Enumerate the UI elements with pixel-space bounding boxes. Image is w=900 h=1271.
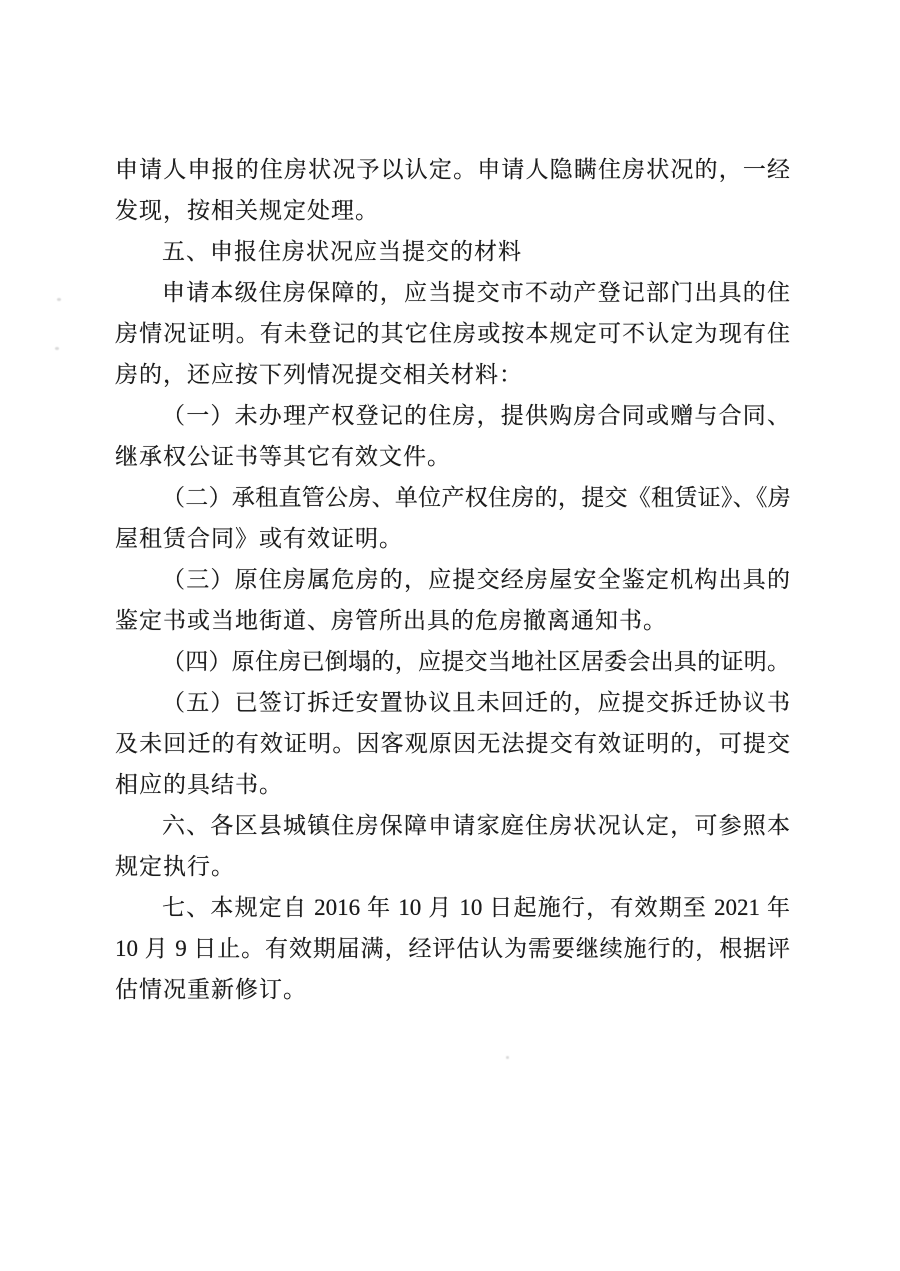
scan-speck [55, 347, 59, 350]
text-line: 及未回迁的有效证明。因客观原因无法提交有效证明的，可提交 [115, 731, 790, 756]
scan-speck [506, 1056, 509, 1059]
text-line: 鉴定书或当地街道、房管所出具的危房撤离通知书。 [115, 608, 667, 633]
text-line: （三）原住房属危房的，应提交经房屋安全鉴定机构出具的 [162, 567, 790, 592]
text-block [115, 149, 790, 1010]
text-line: 继承权公证书等其它有效文件。 [115, 444, 451, 469]
text-line: 10 月 9 日止。有效期届满，经评估认为需要继续施行的，根据评 [115, 936, 790, 961]
text-line: 五、申报住房状况应当提交的材料 [162, 239, 522, 264]
scan-speck [57, 298, 61, 301]
text-line: 规定执行。 [115, 854, 235, 879]
text-line: （四）原住房已倒塌的，应提交当地社区居委会出具的证明。 [162, 649, 790, 674]
text-line: 七、本规定自 2016 年 10 月 10 日起施行，有效期至 2021 年 [162, 895, 790, 920]
text-line: 估情况重新修订。 [115, 977, 307, 1002]
text-line: 房情况证明。有未登记的其它住房或按本规定可不认定为现有住 [115, 321, 790, 346]
text-line: （五）已签订拆迁安置协议且未回迁的，应提交拆迁协议书 [162, 690, 790, 715]
text-line: 申请人申报的住房状况予以认定。申请人隐瞒住房状况的，一经 [115, 157, 790, 182]
text-line: 相应的具结书。 [115, 772, 283, 797]
text-line: 房的，还应按下列情况提交相关材料： [115, 362, 523, 387]
text-line: 发现，按相关规定处理。 [115, 198, 379, 223]
text-line: （二）承租直管公房、单位产权住房的，提交《租赁证》、《房 [162, 485, 790, 510]
text-line: 申请本级住房保障的，应当提交市不动产登记部门出具的住 [162, 280, 790, 305]
text-line: （一）未办理产权登记的住房，提供购房合同或赠与合同、 [162, 403, 790, 428]
text-line: 屋租赁合同》或有效证明。 [115, 526, 403, 551]
text-line: 六、各区县城镇住房保障申请家庭住房状况认定，可参照本 [162, 813, 790, 838]
